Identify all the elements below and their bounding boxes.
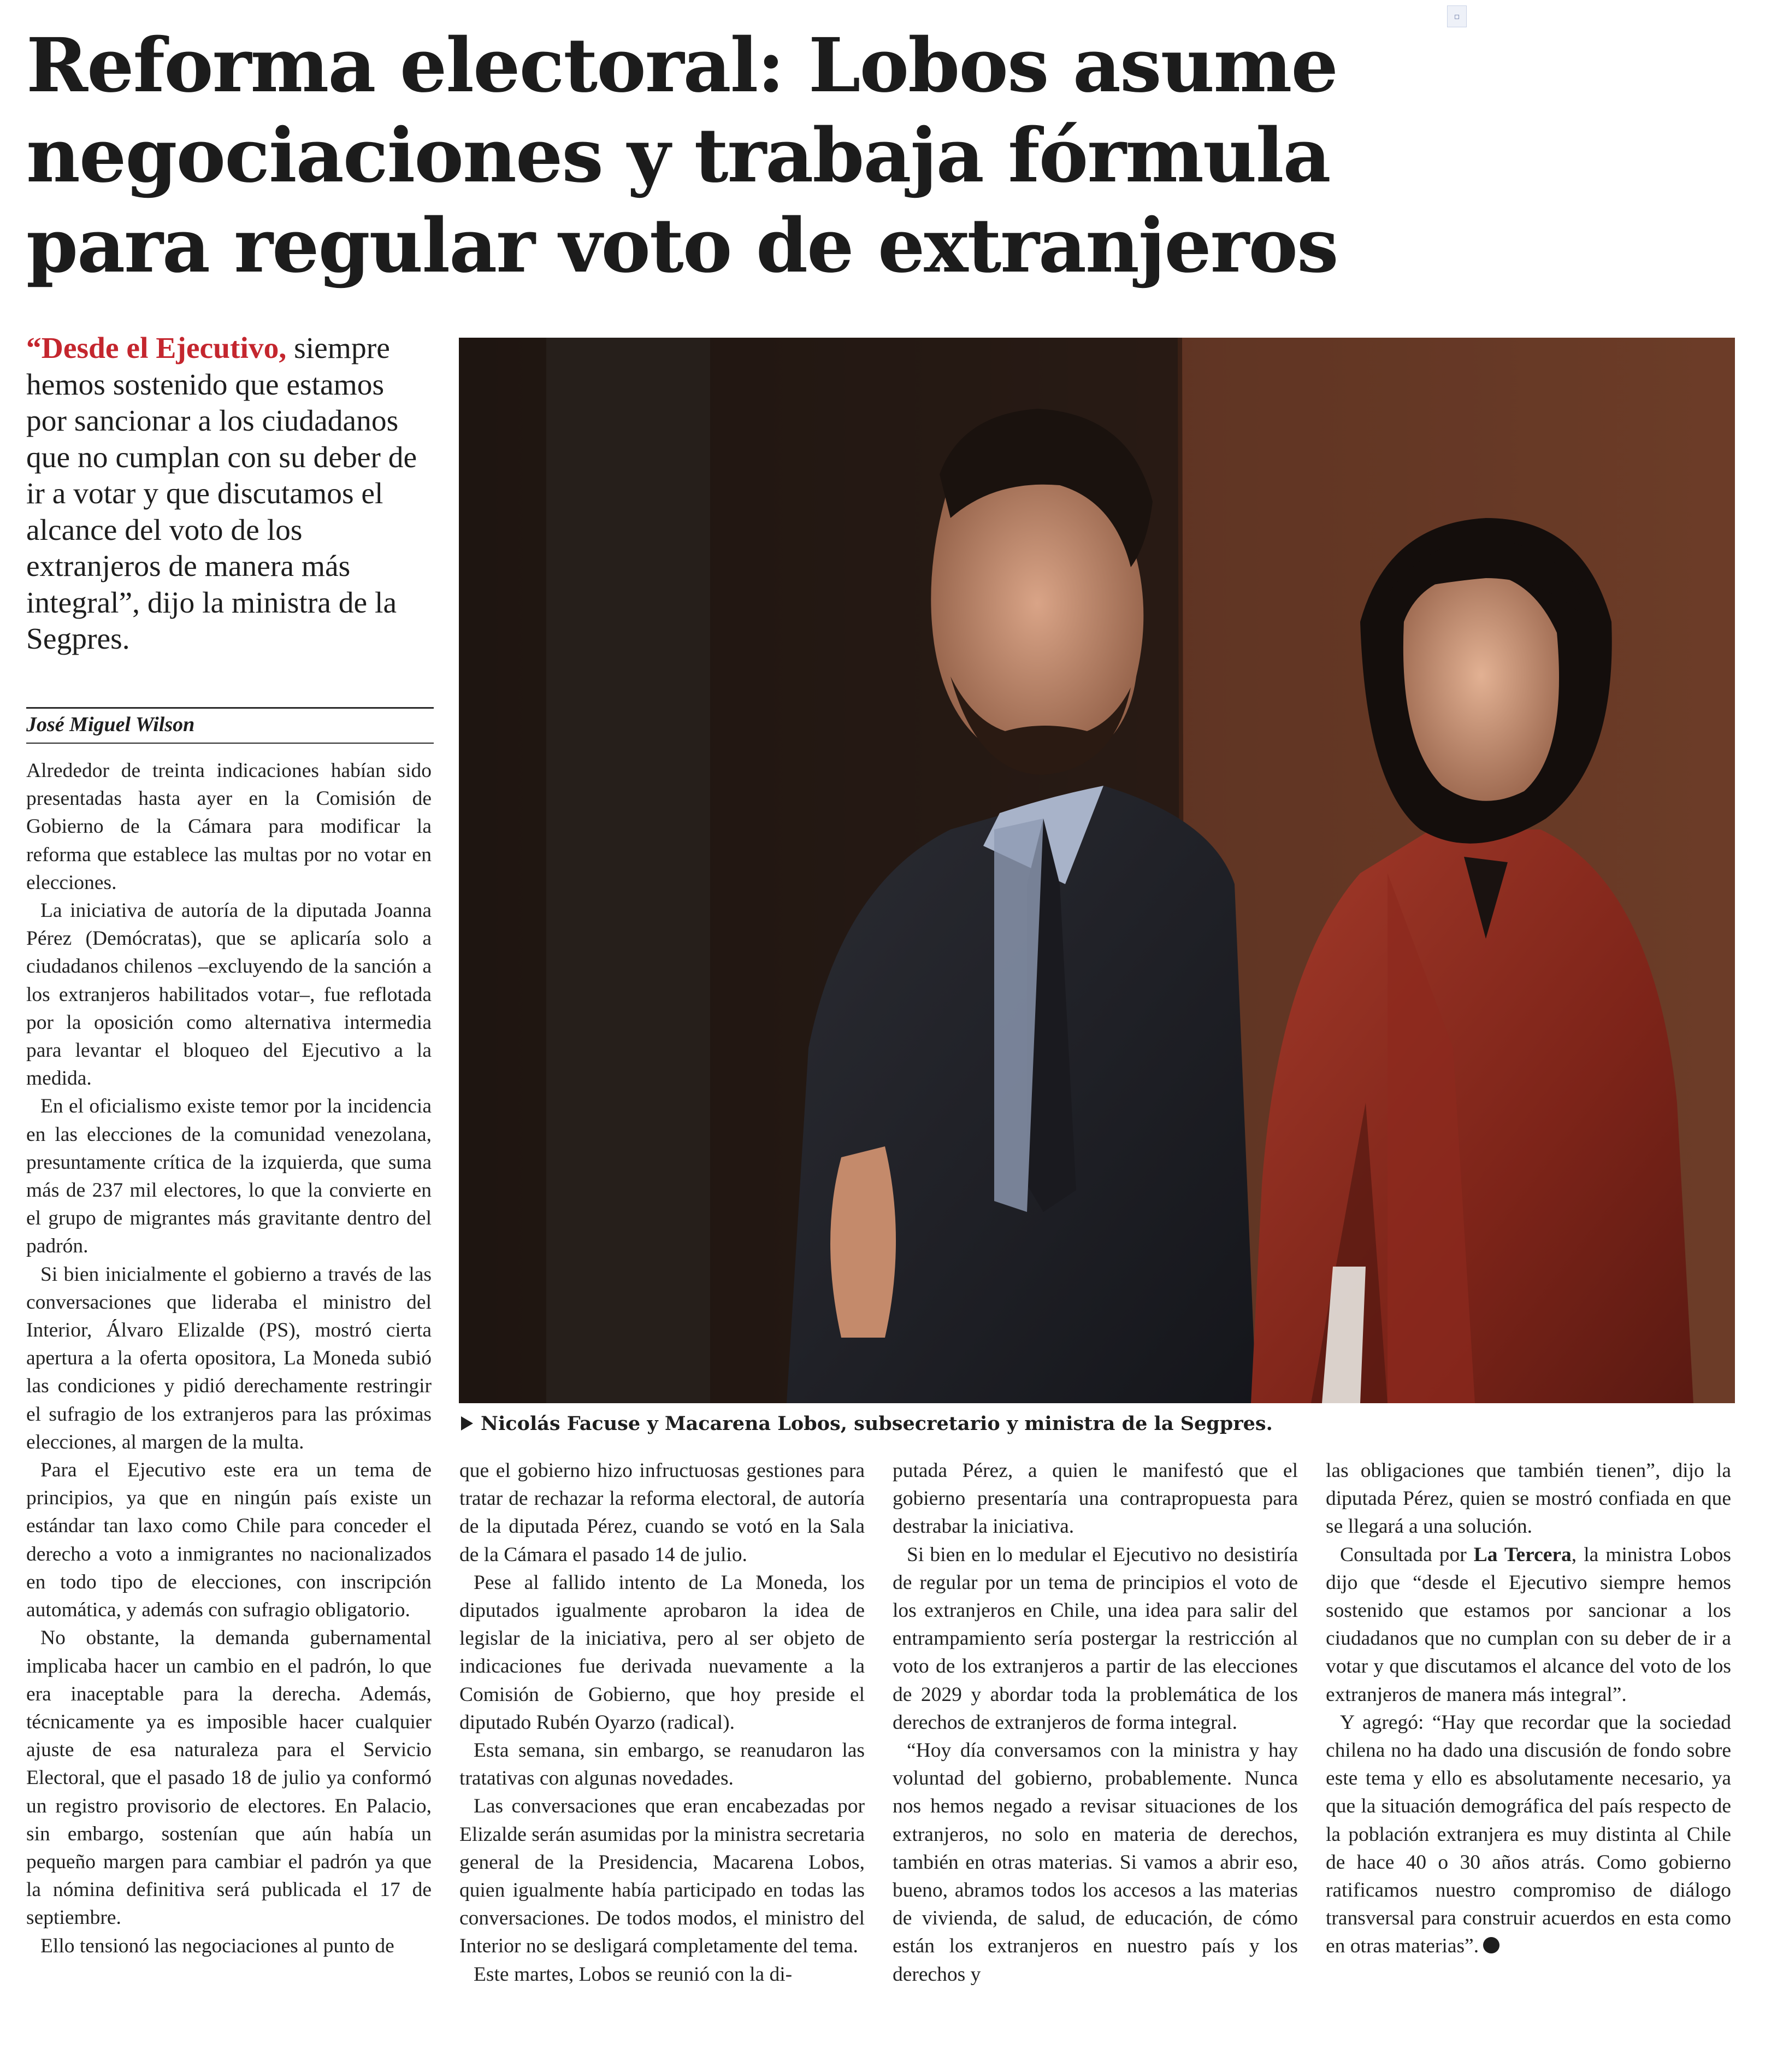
corner-marker-icon: ▫ (1447, 5, 1467, 27)
pull-quote (26, 331, 430, 658)
headline-line-1: Reforma electoral: Lobos asume (26, 22, 1337, 109)
paragraph: putada Pérez, a quien le manifestó que el gobierno presentaría una contrapropuesta para destrabar la iniciativa. (893, 1459, 1298, 1538)
article-photo (459, 338, 1735, 1403)
headline (26, 21, 1392, 291)
byline: José Miguel Wilson (26, 713, 195, 736)
paragraph: Esta semana, sin embargo, se reanudaron las tratativas con algunas novedades. (459, 1739, 865, 1790)
article-column-4 (1326, 1457, 1731, 2036)
paragraph: Las conversaciones que eran encabezadas por Elizalde serán asumidas por la ministra secretaria general de la Presidencia, Macarena Lobos, quien igualmente había participado en todas las conversaciones. De todos modos, el ministro del Interior no se desligará completamente del tema. (459, 1795, 865, 1958)
paragraph-text: , la ministra Lobos dijo que “desde el Ejecutivo siempre hemos sostenido que estamos por sancionar a los ciudadanos que no cumplan con su deber de ir a votar y que discutamos el alcance del voto de los extranjeros de manera más integral”. (1326, 1543, 1731, 1706)
paragraph-text: Consultada por (1340, 1543, 1474, 1566)
byline-rule-bottom (26, 743, 434, 744)
photo-illustration (459, 338, 1735, 1403)
caption-triangle-icon (461, 1416, 473, 1431)
pull-quote-highlight: “Desde el Ejecutivo, (26, 332, 287, 365)
paragraph: No obstante, la demanda gubernamental implicaba hacer un cambio en el padrón, lo que era inaceptable para la derecha. Además, técnicamente ya es imposible hacer cualquier ajuste de esa naturaleza para el Servicio Electoral, que el pasado 18 de julio ya conformó un registro provisorio de electores. En Palacio, sin embargo, sostenían que aún había un pequeño margen para cambiar el padrón ya que la nómina definitiva será publicada el 17 de septiembre. (26, 1627, 432, 1929)
paragraph: Este martes, Lobos se reunió con la di- (474, 1963, 793, 1986)
article-column-2 (459, 1457, 865, 2036)
paragraph: Ello tensionó las negociaciones al punto de (40, 1934, 394, 1957)
headline-line-2: negociaciones y trabaja fórmula (26, 112, 1330, 199)
paragraph: Alrededor de treinta indicaciones habían sido presentadas hasta ayer en la Comisión de Gobierno de la Cámara para modificar la reforma que establece las multas por no votar en elecciones. (26, 760, 432, 894)
photo-caption-text: Nicolás Facuse y Macarena Lobos, subsecretario y ministra de la Segpres. (481, 1412, 1273, 1435)
article-column-1 (26, 757, 432, 2030)
newspaper-name: La Tercera (1473, 1543, 1572, 1566)
paragraph: Pese al fallido intento de La Moneda, los diputados igualmente aprobaron la idea de legislar de la iniciativa, pero al ser objeto de indicaciones fue derivada nuevamente a la Comisión de Gobierno, que hoy preside el diputado Rubén Oyarzo (radical). (459, 1571, 865, 1734)
paragraph: “Hoy día conversamos con la ministra y hay voluntad del gobierno, probablemente. Nunca nos hemos negado a revisar situaciones de los extranjeros, no solo en materia de derechos, también en otras materias. Si vamos a abrir eso, bueno, abramos todos los accesos a las materias de vivienda, de salud, de educación, de cómo están los extranjeros en nuestro país y los derechos y (893, 1739, 1298, 1986)
paragraph: que el gobierno hizo infructuosas gestiones para tratar de rechazar la reforma electoral, de autoría de la diputada Pérez, cuando se votó en la Sala de la Cámara el pasado 14 de julio. (459, 1459, 865, 1566)
paragraph: las obligaciones que también tienen”, dijo la diputada Pérez, quien se mostró confiada en que se llegará a una solución. (1326, 1459, 1731, 1538)
paragraph: La iniciativa de autoría de la diputada Joanna Pérez (Demócratas), que se aplicaría solo a ciudadanos chilenos –excluyendo de la sanción a los extranjeros habilitados votar–, fue reflotada por la oposición como alternativa intermedia para levantar el bloqueo del Ejecutivo a la medida. (26, 899, 432, 1090)
paragraph: Si bien inicialmente el gobierno a través de las conversaciones que lideraba el ministro del Interior, Álvaro Elizalde (PS), mostró cierta apertura a la oferta opositora, La Moneda subió las condiciones y pidió derechamente restringir el sufragio de los extranjeros para las próximas elecciones, al margen de la multa. (26, 1263, 432, 1453)
byline-rule-top (26, 707, 434, 709)
photo-caption (461, 1410, 1734, 1438)
paragraph: Para el Ejecutivo este era un tema de principios, ya que en ningún país existe un estándar tan laxo como Chile para conceder el derecho a voto a inmigrantes no nacionalizados en todo tipo de elecciones, con inscripción automática, y además con sufragio obligatorio. (26, 1459, 432, 1622)
paragraph (1326, 1709, 1731, 1961)
paragraph: Si bien en lo medular el Ejecutivo no desistiría de regular por un tema de principios el voto de los extranjeros en Chile, una idea para salir del entrampamiento sería postergar la restricción al voto de los extranjeros a partir de las elecciones de 2029 y abordar toda la problemática de los derechos de extranjeros de forma integral. (893, 1543, 1298, 1734)
paragraph: En el oficialismo existe temor por la incidencia en las elecciones de la comunidad venezolana, presuntamente crítica de la izquierda, que suma más de 237 mil electores, lo que la convierte en el grupo de migrantes más gravitante dentro del padrón. (26, 1095, 432, 1258)
paragraph (1326, 1541, 1731, 1709)
paragraph-text: Y agregó: “Hay que recordar que la sociedad chilena no ha dado una discusión de fondo sobre este tema y ello es absolutamente necesario, ya que la situación demográfica del país respecto de la población extranjera es muy distinta al Chile de hace 40 o 30 años atrás. Como gobierno ratificamos nuestro compromiso de diálogo transversal para construir acuerdos en esta como en otras materias”. (1326, 1711, 1731, 1958)
pull-quote-text: siempre hemos sostenido que estamos por sancionar a los ciudadanos que no cumplan con su deber de ir a votar y que discutamos el alcance del voto de los extranjeros de manera más integral”, dijo la ministra de la Segpres. (26, 332, 417, 656)
article-column-3 (893, 1457, 1298, 2036)
headline-line-3: para regular voto de extranjeros (26, 202, 1338, 290)
end-of-article-icon (1483, 1937, 1499, 1953)
